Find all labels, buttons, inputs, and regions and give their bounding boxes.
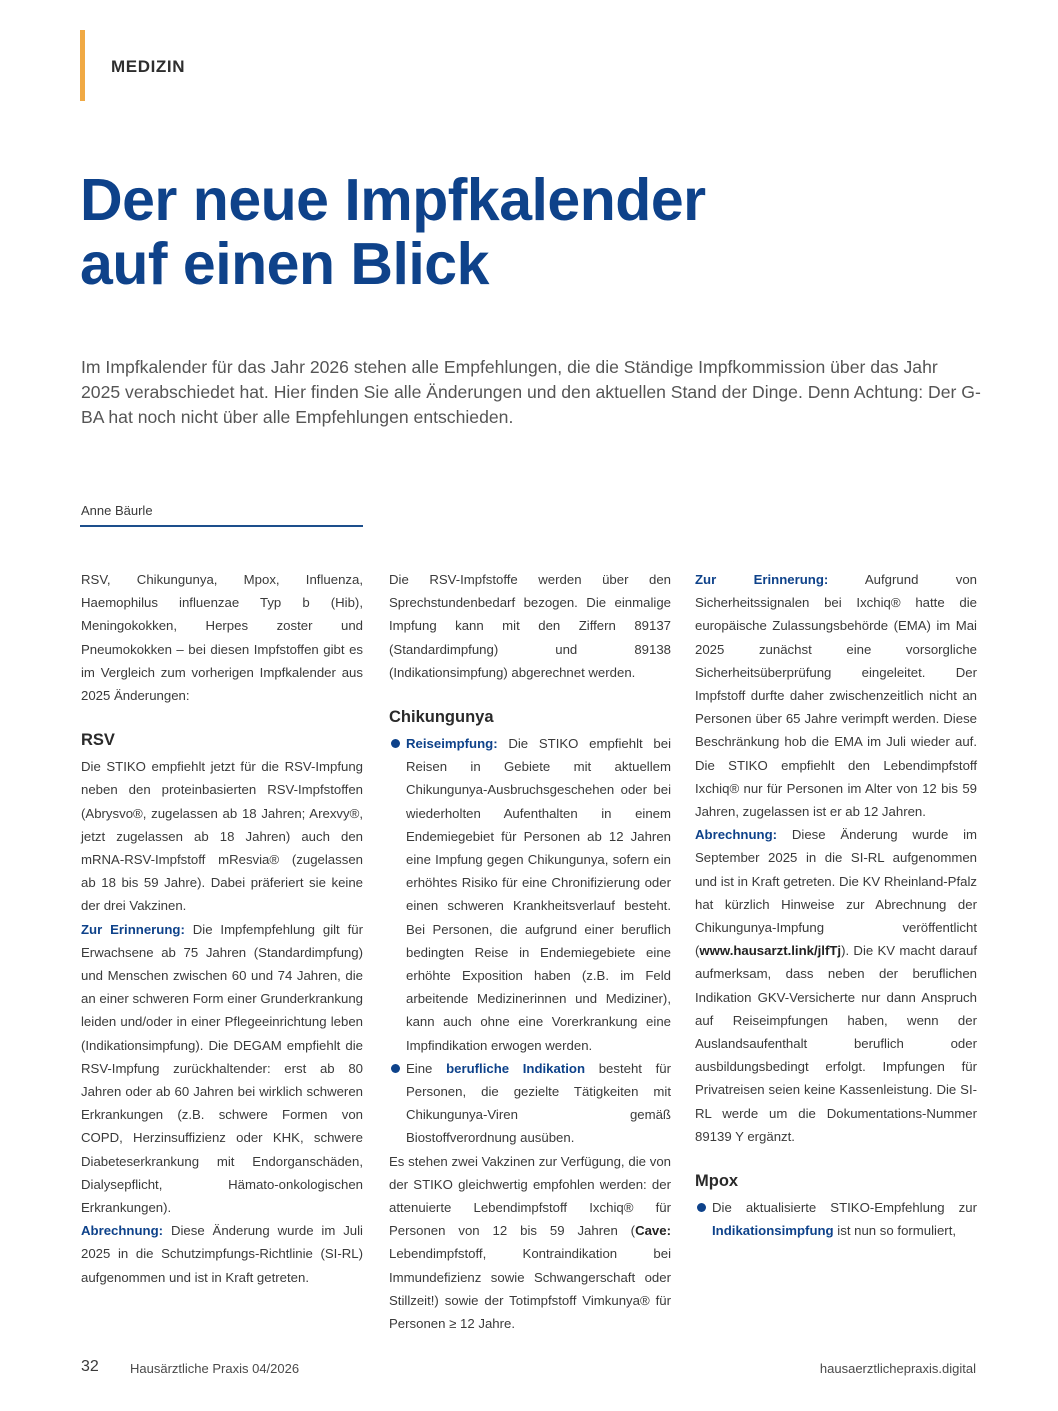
title-line: auf einen Blick (80, 231, 489, 297)
bullet-dot-icon (391, 739, 400, 748)
journal-issue: Hausärztliche Praxis 04/2026 (130, 1361, 300, 1376)
billing-text: ). Die KV macht darauf aufmerksam, dass neben der beruflichen Indikation GKV-Versicherte nur dann Anspruch auf Reiseimpfungen haben, wenn der Auslandsaufenthalt beruflich oder ausbildungsbedingt erfolgt. Impfungen für Privatreisen seien keine Kassenleistung. Die SI-RL werde um die Dokumentations-Nummer 89139 Y ergänzt. (695, 943, 977, 1144)
bullet-dot-icon (697, 1203, 706, 1212)
reminder-label: Zur Erinnerung: (81, 921, 185, 937)
list-item-text: besteht für Personen, die gezielte Tätigkeiten mit Chikungunya-Viren gemäß Biostoffverordnung ausüben. (406, 1060, 671, 1146)
heading-rsv: RSV (81, 731, 115, 750)
chikungunya-billing (695, 823, 977, 1148)
billing-text: Diese Änderung wurde im September 2025 in die SI-RL aufgenommen und ist in Kraft getreten. Die KV Rheinland-Pfalz hat kürzlich Hinweise zur Abrechnung der Chikungunya-Impfung veröffentlicht ( (695, 827, 977, 959)
billing-label: Abrechnung: (695, 827, 778, 843)
website-url[interactable]: hausaerztlichepraxis.digital (819, 1361, 976, 1376)
chikungunya-reminder (695, 568, 977, 823)
list-item-text: Eine (406, 1060, 447, 1076)
travel-vaccination-label: Reiseimpfung: (406, 736, 498, 752)
list-item (389, 732, 671, 1057)
list-item (695, 1196, 977, 1242)
title-line: Der neue Impfkalender (80, 167, 706, 233)
rsv-billing (81, 1219, 363, 1289)
author-name: Anne Bäurle (81, 503, 153, 518)
column-3 (695, 568, 977, 1242)
vaccines-paragraph (389, 1150, 671, 1336)
intro-paragraph: RSV, Chikungunya, Mpox, Influenza, Haemophilus influenzae Typ b (Hib), Meningokokken, Herpes zoster und Pneumokokken – bei diesen Impfstoffen gibt es im Vergleich zum vorherigen Impfkalender aus 2025 Änderungen: (81, 572, 363, 704)
reminder-text: Die Impfempfehlung gilt für Erwachsene ab 75 Jahren (Standardimpfung) und Menschen zwischen 60 und 74 Jahren, die an einer schweren Form einer Grunderkrankung leiden und/oder in einer Pflegeeinrichtung leben (Indikationsimpfung). Die DEGAM empfiehlt die RSV-Impfung zurückhaltender: erst ab 80 Jahren oder ab 60 Jahren bei wirklich schweren Erkrankungen (z.B. schwere Formen von COPD, Herzinsuffizienz oder KHK, schwere Diabeteserkrankung mit Endorganschäden, Dialysepflicht, Hämato-onkologischen Erkrankungen). (81, 921, 363, 1216)
reminder-label: Zur Erinnerung: (695, 572, 829, 587)
indication-vaccination-label: Indikationsimpfung (712, 1223, 834, 1239)
list-item-text: ist nun so formuliert, (833, 1223, 957, 1239)
billing-label: Abrechnung: (81, 1223, 164, 1239)
heading-mpox: Mpox (695, 1172, 739, 1191)
list-item-text: Die aktualisierte STIKO-Empfehlung zur (712, 1200, 977, 1216)
rsv-reminder (81, 918, 363, 1220)
page-number: 32 (81, 1358, 99, 1375)
author-divider (80, 525, 363, 527)
list-item-text: Die STIKO empfiehlt bei Reisen in Gebiete mit aktuellem Chikungunya-Ausbruchsgeschehen oder bei wiederholten Aufenthalten in einem Endemiegebiet für Personen ab 12 Jahren eine Impfung gegen Chikungunya, sofern ein erhöhtes Risiko für eine Chronifizierung oder einen schweren Krankheitsverlauf besteht. Bei Personen, die aufgrund einer beruflich bedingten Reise in Endemiegebiete eine erhöhte Exposition haben (z.B. im Feld arbeitende Medizinerinnen und Mediziner), kann auch ohne eine Vorerkrankung eine Impfindikation erwogen werden. (406, 736, 671, 1053)
occupational-indication-label: berufliche Indikation (446, 1060, 586, 1076)
paragraph-text: Lebendimpfstoff, Kontraindikation bei Immundefizienz sowie Schwangerschaft oder Stillzeit!) sowie der Totimpfstoff Vimkunya® für Personen ≥ 12 Jahre. (389, 1246, 671, 1332)
article-lead: Im Impfkalender für das Jahr 2026 stehen alle Empfehlungen, die die Ständige Impfkommission über das Jahr 2025 verabschiedet hat. Hier finden Sie alle Änderungen und den aktuellen Stand der Dinge. Denn Achtung: Der G-BA hat noch nicht über alle Empfehlungen entschieden. (81, 357, 981, 427)
mpox-bullets (695, 1196, 977, 1242)
billing-text: Diese Änderung wurde im Juli 2025 in die Schutzimpfungs-Richtlinie (SI-RL) aufgenommen und ist in Kraft getreten. (81, 1223, 363, 1285)
article-title (80, 168, 706, 296)
chikungunya-bullets (389, 732, 671, 1150)
paragraph-text: Es stehen zwei Vakzinen zur Verfügung, die von der STIKO gleichwertig empfohlen werden: der attenuierte Lebendimpfstoff Ixchiq® für Personen von 12 bis 59 Jahren ( (389, 1153, 671, 1239)
cave-label: Cave: (635, 1223, 671, 1239)
column-2 (389, 568, 671, 1335)
reminder-text: Aufgrund von Sicherheitssignalen bei Ixchiq® hatte die europäische Zulassungsbehörde (EMA) im Mai 2025 zunächst eine vorsorgliche Sicherheitsüberprüfung eingeleitet. Der Impfstoff durfte daher zwischenzeitlich nicht an Personen über 65 Jahre verimpft werden. Diese Beschränkung hob die EMA im Juli wieder auf. Die STIKO empfiehlt den Lebendimpfstoff Ixchiq® nur für Personen im Alter von 12 bis 59 Jahren, zugelassen ist er ab 12 Jahren. (695, 572, 977, 820)
rsv-continued-paragraph: Die RSV-Impfstoffe werden über den Sprechstundenbedarf bezogen. Die einmalige Impfung kann mit den Ziffern 89137 (Standardimpfung) und 89138 (Indikationsimpfung) abgerechnet werden. (389, 572, 671, 680)
column-1 (81, 568, 363, 1289)
section-label: MEDIZIN (111, 57, 186, 76)
bullet-dot-icon (391, 1064, 400, 1073)
kv-link[interactable]: www.hausarzt.link/jlfTj (699, 943, 842, 959)
list-item (389, 1057, 671, 1150)
section-accent-bar (80, 30, 85, 101)
heading-chikungunya: Chikungunya (389, 708, 494, 727)
rsv-paragraph: Die STIKO empfiehlt jetzt für die RSV-Impfung neben den proteinbasierten RSV-Impfstoffen (Abrysvo®, zugelassen ab 18 Jahren; Arexvy®, jetzt zugelassen ab 18 Jahren) auch den mRNA-RSV-Impfstoff mResvia® (zugelassen ab 18 bis 59 Jahre). Dabei präferiert sie keine der drei Vakzinen. (81, 759, 363, 914)
